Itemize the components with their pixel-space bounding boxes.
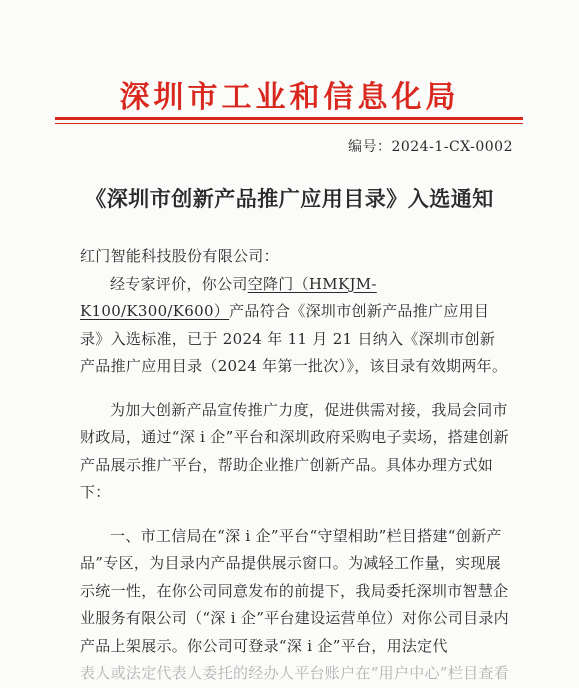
document-number-label: 编号： xyxy=(347,139,392,155)
letterhead-rule-thin xyxy=(55,123,523,124)
paragraph-2: 为加大创新产品宣传推广力度，促进供需对接，我局会同市财政局，通过“深 i 企”平台和深圳政府采购电子卖场，搭建创新产品展示推广平台，帮助企业推广创新产品。具体办理方式如下： xyxy=(80,400,509,501)
paragraph-1 xyxy=(80,271,510,381)
paragraph-1-rest: 产品符合《深圳市创新产品推广应用目录》入选标准，已于 2024 年 11 月 21 日纳入《深圳市创新产品推广应用目录（2024 年第一批次）》，该目录有效期两年。 xyxy=(80,302,508,375)
paragraph-1-lead: 经专家评价，你公司 xyxy=(110,274,248,293)
letterhead-rule-thick xyxy=(55,117,523,120)
paragraph-3-cut-line: 表人或法定代表人委托的经办人平台账户在“用户中心”栏目查看 xyxy=(80,664,510,682)
letterhead-org-name: 深圳市工业和信息化局 xyxy=(119,80,460,115)
salutation: 红门智能科技股份有限公司： xyxy=(80,247,279,265)
paragraph-3: 一、市工信局在“深 i 企”平台“守望相助”栏目搭建“创新产品”专区，为目录内产品提供展示窗口。为减轻工作量，实现展示统一性，在你公司同意发布的前提下，我局委托深圳市智慧企业服务有限公司（“深 i 企”平台建设运营单位）对你公司目录内产品上架展示。你公司可登录“深 i 企”平台，用法定代 xyxy=(80,526,509,655)
document-number xyxy=(348,136,513,156)
notice-body xyxy=(80,243,510,688)
document-number-value: 2024-1-CX-0002 xyxy=(391,139,513,155)
notice-title: 《深圳市创新产品推广应用目录》入选通知 xyxy=(85,186,494,211)
product-name: 空降门（HMKJM-K100/K300/K600） xyxy=(80,274,377,320)
